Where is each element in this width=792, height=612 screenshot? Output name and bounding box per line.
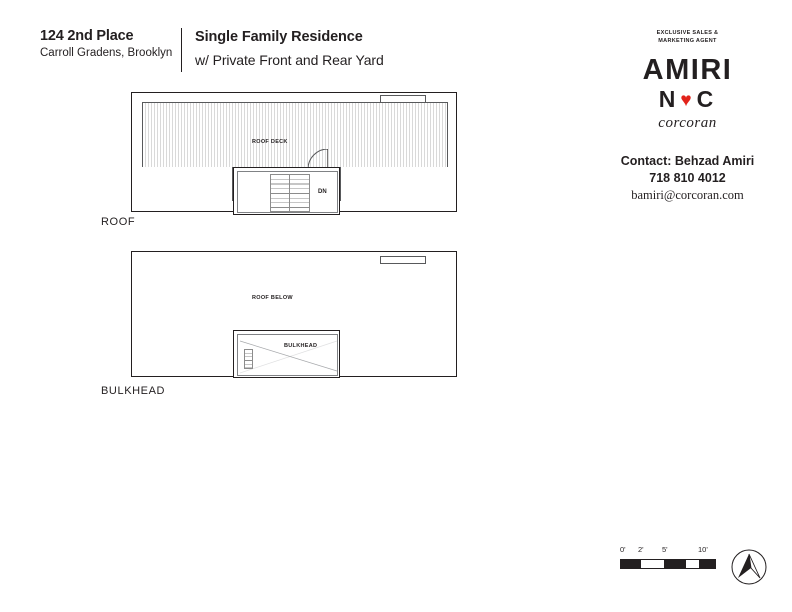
scale-bar	[620, 559, 716, 569]
roof-plan-drawing	[131, 92, 457, 212]
title-block	[195, 27, 384, 70]
roof-deck-label: ROOF DECK	[252, 139, 288, 145]
stair-direction-label: DN	[318, 189, 327, 195]
brand-sub-left: N	[658, 86, 679, 112]
bulkhead-skylight-hatch	[380, 256, 426, 264]
roof-stair-bulkhead	[233, 167, 340, 215]
document-header	[40, 28, 460, 76]
roof-parapet-left	[142, 167, 233, 201]
door-swing-icon	[308, 149, 328, 169]
bulkhead-structure-inner	[237, 334, 338, 376]
scale-tick-3: 10'	[698, 545, 708, 554]
scale-tick-1: 2'	[638, 545, 644, 554]
contact-phone: 718 810 4012	[649, 171, 726, 185]
brand-subname	[600, 86, 775, 112]
stair-center-line	[289, 174, 290, 212]
scale-segment-1	[620, 559, 640, 569]
scale-segment-4	[685, 559, 700, 569]
plan-label-roof: ROOF	[101, 216, 136, 228]
roof-stair-bulkhead-inner	[237, 171, 338, 213]
brand-eyebrow-line-1: EXCLUSIVE SALES &	[656, 30, 719, 36]
scale-segment-3	[665, 559, 685, 569]
scale-segment-5	[700, 559, 716, 569]
bulkhead-label-inner: BULKHEAD	[284, 343, 318, 349]
heart-icon: ♥	[680, 89, 695, 111]
address-block	[40, 28, 185, 61]
brand-block	[600, 30, 775, 203]
bulkhead-structure	[233, 330, 340, 378]
brand-name: AMIRI	[642, 54, 733, 86]
title-line-1: Single Family Residence	[195, 29, 363, 45]
stair-treads	[270, 174, 310, 212]
contact-email: bamiri@corcoran.com	[631, 188, 744, 202]
brand-corcoran-wordmark: corcoran	[658, 115, 717, 131]
bulkhead-plan-drawing	[131, 251, 457, 377]
header-divider	[181, 28, 182, 72]
contact-block	[600, 153, 775, 203]
scale-tick-2: 5'	[662, 545, 668, 554]
roof-skylight-hatch	[380, 95, 426, 103]
scale-segment-2	[640, 559, 665, 569]
scale-tick-labels	[620, 545, 720, 557]
brand-eyebrow	[600, 30, 775, 45]
scale-bar-block	[620, 545, 720, 569]
brand-sub-right: C	[696, 86, 717, 112]
bulkhead-roof-slope-lines	[238, 335, 339, 377]
north-arrow-icon	[730, 548, 768, 586]
address-line-2: Carroll Gradens, Brooklyn	[40, 47, 173, 59]
title-line-2: w/ Private Front and Rear Yard	[195, 52, 384, 68]
roof-parapet-right	[340, 167, 448, 201]
address-line-1: 124 2nd Place	[40, 28, 134, 44]
contact-name: Contact: Behzad Amiri	[620, 154, 755, 168]
brand-eyebrow-line-2: MARKETING AGENT	[658, 37, 717, 44]
scale-tick-0: 0'	[620, 545, 626, 554]
plan-label-bulkhead: BULKHEAD	[101, 385, 166, 397]
roof-below-label: ROOF BELOW	[252, 295, 293, 301]
